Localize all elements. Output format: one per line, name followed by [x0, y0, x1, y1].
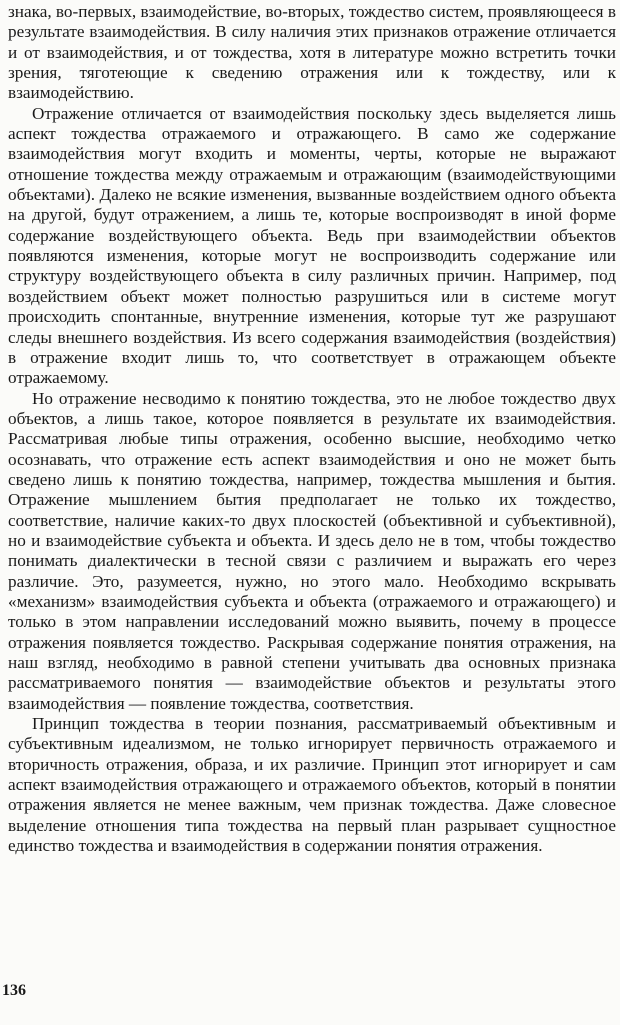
body-text [8, 2, 616, 856]
paragraph-1: знака, во-первых, взаимодействие, во-вторых, тождество систем, проявляющееся в результате взаимодействия. В силу наличия этих признаков отражение отличается и от взаимодействия, и от тождества, хотя в литературе можно встретить точки зрения, тяготеющие к сведению отражения или к тождеству, или к взаимодействию. [8, 2, 616, 103]
page-number: 136 [2, 982, 26, 999]
paragraph-2: Отражение отличается от взаимодействия поскольку здесь выделяется лишь аспект тождества отражаемого и отражающего. В само же содержание взаимодействия могут входить и моменты, черты, которые не выражают отношение тождества между отражаемым и отражающим (взаимодействующими объектами). Далеко не всякие изменения, вызванные воздействием одного объекта на другой, будут отражением, а лишь те, которые воспроизводят в иной форме содержание воздействующего объекта. Ведь при взаимодействии объектов появляются изменения, которые могут не воспроизводить содержание или структуру воздействующего объекта в силу различных причин. Например, под воздействием объект может полностью разрушиться или в системе могут происходить спонтанные, внутренние изменения, которые тут же разрушают следы внешнего воздействия. Из всего содержания взаимодействия (воздействия) в отражение входит лишь то, что соответствует в отражающем объекте отражаемому. [8, 103, 616, 388]
paragraph-4: Принцип тождества в теории познания, рассматриваемый объективным и субъективным идеализмом, не только игнорирует первичность отражаемого и вторичность отражения, образа, и их различие. Принцип этот игнорирует и сам аспект взаимодействия отражающего и отражаемого объектов, который в понятии отражения является не менее важным, чем признак тождества. Даже словесное выделение отношения типа тождества на первый план разрывает сущностное единство тождества и взаимодействия в содержании понятия отражения. [8, 714, 616, 856]
paragraph-3: Но отражение несводимо к понятию тождества, это не любое тождество двух объектов, а лишь такое, которое появляется в результате их взаимодействия. Рассматривая любые типы отражения, особенно высшие, необходимо четко осознавать, что отражение есть аспект взаимодействия и оно не может быть сведено лишь к понятию тождества, например, тождества мышления и бытия. Отражение мышлением бытия предполагает не только их тождество, соответствие, наличие каких-то двух плоскостей (объективной и субъективной), но и взаимодействие субъекта и объекта. И здесь дело не в том, чтобы тождество понимать диалектически в тесной связи с различием и выражать его через различие. Это, разумеется, нужно, но этого мало. Необходимо вскрывать «механизм» взаимодействия субъекта и объекта (отражаемого и отражающего) и только в этом направлении исследований можно выявить, почему в процессе отражения появляется тождество. Раскрывая содержание понятия отражения, на наш взгляд, необходимо в равной степени учитывать два основных признака рассматриваемого понятия — взаимодействие объектов и результаты этого взаимодействия — появление тождества, соответствия. [8, 388, 616, 713]
